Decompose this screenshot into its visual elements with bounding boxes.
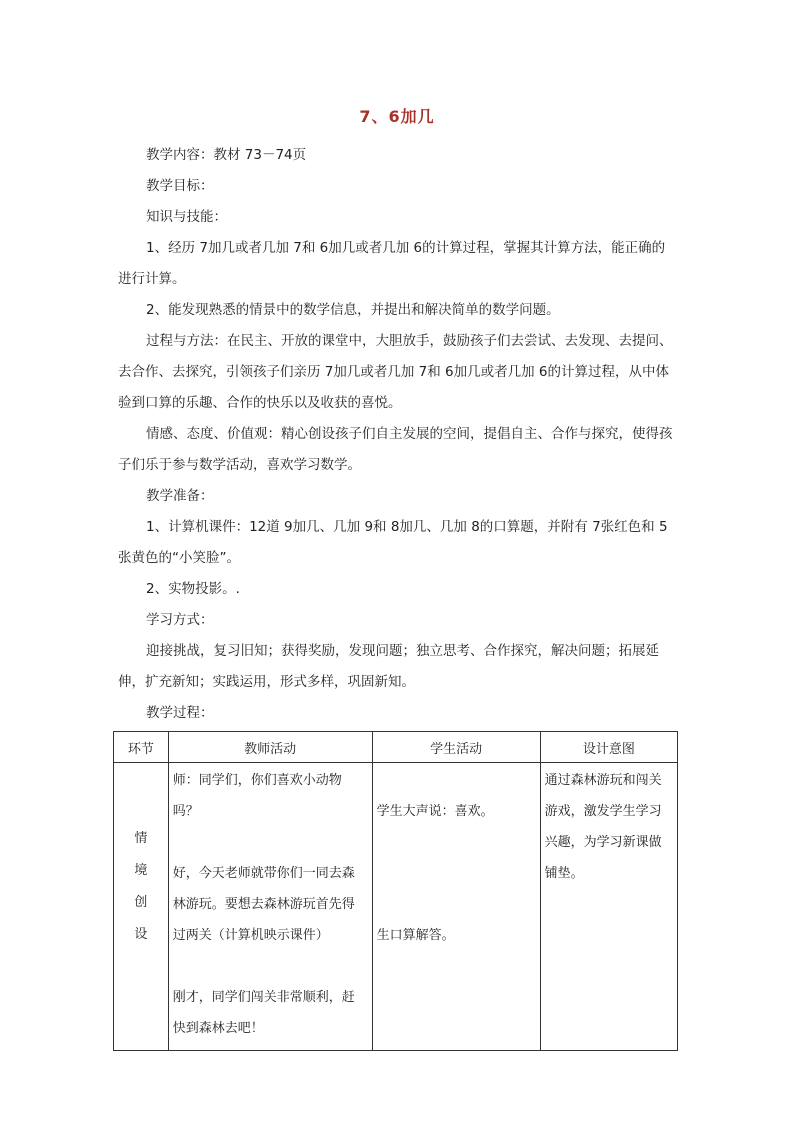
learning-mode-text: 迎接挑战，复习旧知；获得奖励，发现问题；独立思考、合作探究，解决问题；拓展延伸，扩充新知；实践运用，形式多样，巩固新知。 <box>118 643 659 690</box>
section-cell <box>114 763 169 1051</box>
section-char: 创 <box>134 895 148 910</box>
process-heading: 教学过程： <box>146 705 214 721</box>
lesson-plan-table <box>113 731 678 1051</box>
header-teacher: 教师活动 <box>168 732 372 763</box>
teacher-line: 师：同学们，你们喜欢小动物吗？ <box>172 773 342 819</box>
section-char: 情 <box>134 831 148 846</box>
student-line: 生口算解答。 <box>376 928 455 943</box>
intent-text: 通过森林游玩和闯关游戏，激发学生学习兴趣，为学习新课做铺垫。 <box>544 773 662 881</box>
page-title: 7、6加几 <box>359 107 435 126</box>
teacher-line: 刚才，同学们闯关非常顺利，赶快到森林去吧！ <box>172 990 355 1036</box>
student-cell <box>372 763 540 1051</box>
lesson-content-line: 教学内容：教材 73－74页 <box>146 147 307 163</box>
teacher-cell <box>168 763 372 1051</box>
knowledge-heading: 知识与技能： <box>146 209 227 225</box>
header-student: 学生活动 <box>372 732 540 763</box>
objective-2: 2、能发现熟悉的情景中的数学信息，并提出和解决简单的数学问题。 <box>146 302 560 318</box>
intent-cell <box>540 763 677 1051</box>
process-method: 过程与方法：在民主、开放的课堂中，大胆放手，鼓励孩子们去尝试、去发现、去提问、去合作、去探究，引领孩子们亲历 7加几或者几加 7和 6加几或者几加 6的计算过程，从中体验到口算的乐趣、合作的快乐以及收获的喜悦。 <box>118 333 673 411</box>
preparation-1: 1、计算机课件：12道 9加几、几加 9和 8加几、几加 8的口算题，并附有 7张红色和 5张黄色的“小笑脸”。 <box>118 519 668 566</box>
table-row <box>114 763 678 1051</box>
student-line: 学生大声说：喜欢。 <box>376 804 494 819</box>
header-intent: 设计意图 <box>540 732 677 763</box>
learning-mode-heading: 学习方式： <box>146 612 214 628</box>
section-char: 境 <box>134 863 148 878</box>
lesson-body <box>118 140 678 729</box>
objectives-heading: 教学目标： <box>146 178 214 194</box>
preparation-2: 2、实物投影。. <box>146 581 240 597</box>
teacher-line: 好，今天老师就带你们一同去森林游玩。要想去森林游玩首先得过两关（计算机映示课件） <box>172 866 355 943</box>
emotion-attitude: 情感、态度、价值观：精心创设孩子们自主发展的空间，提倡自主、合作与探究，使得孩子们乐于参与数学活动，喜欢学习数学。 <box>118 426 673 473</box>
objective-1: 1、经历 7加几或者几加 7和 6加几或者几加 6的计算过程，掌握其计算方法，能正确的进行计算。 <box>118 240 666 287</box>
preparation-heading: 教学准备： <box>146 488 214 504</box>
section-char: 设 <box>134 927 148 942</box>
header-section: 环节 <box>114 732 169 763</box>
table-header-row <box>114 732 678 763</box>
